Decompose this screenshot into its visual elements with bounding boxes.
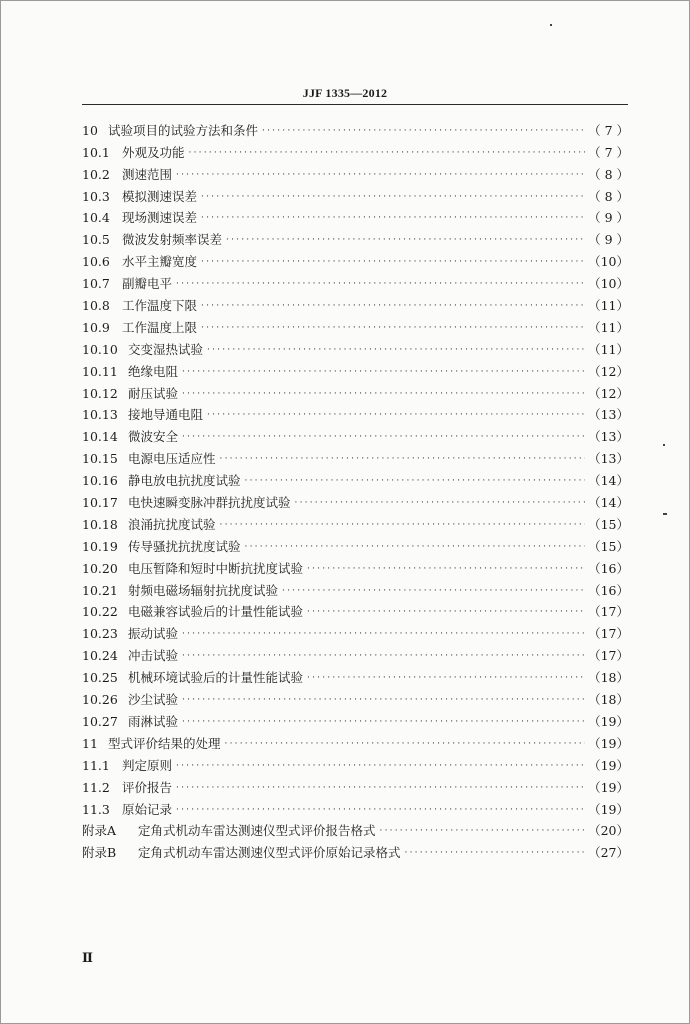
toc-entry-title: 外观及功能 xyxy=(122,144,185,160)
toc-entry xyxy=(82,117,629,139)
toc-entry-number: 11 xyxy=(82,735,98,751)
toc-leader-dots xyxy=(176,761,585,771)
scan-speck xyxy=(550,24,552,26)
toc-entry-page: （20） xyxy=(588,823,629,839)
toc-entry xyxy=(82,533,629,555)
toc-leader-dots xyxy=(380,826,586,836)
toc-entry xyxy=(82,205,629,227)
toc-entry-page: （ 9 ） xyxy=(588,210,629,226)
toc-entry-number: 10.10 xyxy=(82,341,118,357)
toc-entry xyxy=(82,248,629,270)
toc-entry-title: 副瓣电平 xyxy=(122,276,173,292)
toc-leader-dots xyxy=(201,213,585,223)
toc-entry xyxy=(82,270,629,292)
toc-entry xyxy=(82,161,629,183)
toc-entry-page: （10） xyxy=(588,276,629,292)
toc-entry xyxy=(82,292,629,314)
toc-entry-number: 11.3 xyxy=(82,801,110,817)
toc-entry-number: 10.3 xyxy=(82,188,110,204)
toc-entry-number: 10.5 xyxy=(82,232,110,248)
toc-entry-page: （13） xyxy=(588,451,629,467)
toc-entry-number: 10.8 xyxy=(82,298,110,314)
toc-leader-dots xyxy=(176,170,585,180)
toc-leader-dots xyxy=(207,410,585,420)
toc-entry-page: （17） xyxy=(588,648,629,664)
toc-entry-page: （13） xyxy=(588,407,629,423)
toc-entry-number: 10.21 xyxy=(82,582,118,598)
toc-entry-page: （16） xyxy=(588,560,629,576)
toc-entry-number: 10.17 xyxy=(82,495,118,511)
toc-entry-number: 10.24 xyxy=(82,648,118,664)
toc-entry-page: （19） xyxy=(588,779,629,795)
toc-entry-number: 10.1 xyxy=(82,144,110,160)
toc-entry-title: 型式评价结果的处理 xyxy=(108,735,221,751)
toc-entry-page: （11） xyxy=(588,341,629,357)
toc-entry-number: 10.2 xyxy=(82,166,110,182)
toc-entry-title: 试验项目的试验方法和条件 xyxy=(108,122,259,138)
scan-speck xyxy=(663,444,665,446)
toc-entry-title: 电磁兼容试验后的计量性能试验 xyxy=(128,604,304,620)
toc-entry-title: 绝缘电阻 xyxy=(128,363,179,379)
toc-entry xyxy=(82,358,629,380)
toc-entry-title: 电源电压适应性 xyxy=(128,451,216,467)
toc-entry-title: 交变湿热试验 xyxy=(128,341,204,357)
toc-leader-dots xyxy=(182,367,585,377)
toc-leader-dots xyxy=(182,432,585,442)
toc-entry-page: （13） xyxy=(588,429,629,445)
toc-entry-page: （14） xyxy=(588,473,629,489)
toc-leader-dots xyxy=(201,192,585,202)
toc-entry-page: （12） xyxy=(588,363,629,379)
toc-entry-title: 静电放电抗扰度试验 xyxy=(128,473,241,489)
toc-entry-title: 评价报告 xyxy=(122,779,173,795)
toc-entry-title: 电快速瞬变脉冲群抗扰度试验 xyxy=(128,495,291,511)
toc-entry xyxy=(82,686,629,708)
toc-entry xyxy=(82,642,629,664)
toc-entry-number: 10.12 xyxy=(82,385,118,401)
toc-entry-title: 沙尘试验 xyxy=(128,692,179,708)
toc-entry-page: （14） xyxy=(588,495,629,511)
toc-entry xyxy=(82,752,629,774)
toc-leader-dots xyxy=(226,235,585,245)
toc-leader-dots xyxy=(307,673,585,683)
toc-entry xyxy=(82,226,629,248)
toc-entry xyxy=(82,730,629,752)
toc-entry-page: （ 8 ） xyxy=(588,188,629,204)
toc-entry-title: 模拟测速误差 xyxy=(122,188,198,204)
table-of-contents xyxy=(82,117,629,861)
toc-entry-number: 11.1 xyxy=(82,757,110,773)
toc-entry-title: 雨淋试验 xyxy=(128,713,179,729)
toc-entry-page: （19） xyxy=(588,735,629,751)
toc-entry-page: （27） xyxy=(588,845,629,861)
toc-entry-title: 工作温度下限 xyxy=(122,298,198,314)
toc-entry xyxy=(82,796,629,818)
toc-leader-dots xyxy=(176,279,585,289)
toc-entry-title: 定角式机动车雷达测速仪型式评价报告格式 xyxy=(138,823,376,839)
toc-entry-page: （17） xyxy=(588,604,629,620)
toc-leader-dots xyxy=(176,783,585,793)
toc-leader-dots xyxy=(182,651,585,661)
toc-entry xyxy=(82,620,629,642)
toc-entry-title: 电压暂降和短时中断抗扰度试验 xyxy=(128,560,304,576)
toc-entry xyxy=(82,708,629,730)
toc-entry-number: 10.7 xyxy=(82,276,110,292)
toc-entry-number: 10.4 xyxy=(82,210,110,226)
toc-leader-dots xyxy=(405,848,586,858)
toc-entry-page: （11） xyxy=(588,298,629,314)
toc-entry-title: 微波安全 xyxy=(128,429,179,445)
toc-entry xyxy=(82,599,629,621)
toc-entry-title: 原始记录 xyxy=(122,801,173,817)
toc-leader-dots xyxy=(207,345,585,355)
toc-entry-page: （ 7 ） xyxy=(588,122,629,138)
toc-entry-title: 定角式机动车雷达测速仪型式评价原始记录格式 xyxy=(138,845,401,861)
toc-entry xyxy=(82,445,629,467)
toc-entry-page: （ 9 ） xyxy=(588,232,629,248)
toc-entry-page: （19） xyxy=(588,801,629,817)
toc-entry-page: （12） xyxy=(588,385,629,401)
toc-leader-dots xyxy=(201,301,585,311)
toc-entry-page: （16） xyxy=(588,582,629,598)
toc-entry-page: （ 8 ） xyxy=(588,166,629,182)
toc-entry xyxy=(82,402,629,424)
toc-entry-number: 10.25 xyxy=(82,670,118,686)
toc-entry-number: 11.2 xyxy=(82,779,110,795)
toc-entry-title: 振动试验 xyxy=(128,626,179,642)
toc-entry-number: 10.11 xyxy=(82,363,118,379)
toc-entry-number: 10.14 xyxy=(82,429,118,445)
toc-leader-dots xyxy=(262,126,585,136)
toc-entry-number: 10.15 xyxy=(82,451,118,467)
toc-entry-page: （10） xyxy=(588,254,629,270)
toc-entry-page: （18） xyxy=(588,692,629,708)
toc-entry-number: 10 xyxy=(82,122,98,138)
toc-entry-page: （ 7 ） xyxy=(588,144,629,160)
toc-entry-title: 判定原则 xyxy=(122,757,173,773)
toc-leader-dots xyxy=(189,148,586,158)
toc-leader-dots xyxy=(182,629,585,639)
toc-entry xyxy=(82,314,629,336)
toc-leader-dots xyxy=(182,717,585,727)
toc-leader-dots xyxy=(182,389,585,399)
toc-leader-dots xyxy=(225,739,586,749)
toc-entry-title: 冲击试验 xyxy=(128,648,179,664)
toc-entry-page: （19） xyxy=(588,713,629,729)
toc-leader-dots xyxy=(295,498,586,508)
toc-leader-dots xyxy=(245,476,586,486)
toc-entry xyxy=(82,839,629,861)
header-rule xyxy=(82,104,628,105)
running-header: JJF 1335—2012 xyxy=(302,86,388,100)
toc-entry xyxy=(82,380,629,402)
toc-leader-dots xyxy=(245,542,586,552)
toc-entry-number: 10.13 xyxy=(82,407,118,423)
toc-leader-dots xyxy=(201,257,585,267)
toc-entry-title: 微波发射频率误差 xyxy=(122,232,223,248)
toc-entry-number: 10.27 xyxy=(82,713,118,729)
toc-entry-number: 10.18 xyxy=(82,516,118,532)
toc-leader-dots xyxy=(176,805,585,815)
toc-entry-title: 射频电磁场辐射抗扰度试验 xyxy=(128,582,279,598)
toc-entry-page: （11） xyxy=(588,319,629,335)
toc-entry-title: 现场测速误差 xyxy=(122,210,198,226)
toc-entry xyxy=(82,664,629,686)
toc-entry xyxy=(82,577,629,599)
toc-leader-dots xyxy=(220,520,586,530)
toc-entry-number: 10.20 xyxy=(82,560,118,576)
toc-entry-page: （18） xyxy=(588,670,629,686)
toc-leader-dots xyxy=(282,586,585,596)
toc-leader-dots xyxy=(201,323,585,333)
toc-entry xyxy=(82,774,629,796)
toc-entry-number: 10.16 xyxy=(82,473,118,489)
toc-entry-page: （19） xyxy=(588,757,629,773)
toc-entry xyxy=(82,489,629,511)
toc-entry xyxy=(82,139,629,161)
toc-entry-number: 10.19 xyxy=(82,538,118,554)
toc-entry-title: 测速范围 xyxy=(122,166,173,182)
toc-entry-page: （15） xyxy=(588,538,629,554)
toc-entry xyxy=(82,818,629,840)
toc-leader-dots xyxy=(307,607,585,617)
toc-entry xyxy=(82,183,629,205)
scan-speck xyxy=(663,513,667,515)
toc-entry xyxy=(82,511,629,533)
toc-entry-number: 10.26 xyxy=(82,692,118,708)
toc-entry xyxy=(82,336,629,358)
toc-entry-title: 水平主瓣宽度 xyxy=(122,254,198,270)
toc-entry-number: 10.22 xyxy=(82,604,118,620)
toc-entry-title: 接地导通电阻 xyxy=(128,407,204,423)
toc-entry-number: 10.6 xyxy=(82,254,110,270)
toc-entry-title: 工作温度上限 xyxy=(122,319,198,335)
page-number: Ⅱ xyxy=(82,950,93,965)
toc-entry xyxy=(82,467,629,489)
toc-entry xyxy=(82,555,629,577)
toc-entry-title: 耐压试验 xyxy=(128,385,179,401)
toc-entry-number: 附录A xyxy=(82,823,117,839)
toc-entry-number: 10.23 xyxy=(82,626,118,642)
toc-leader-dots xyxy=(182,695,585,705)
toc-leader-dots xyxy=(307,564,585,574)
toc-leader-dots xyxy=(220,454,586,464)
toc-entry-title: 浪涌抗扰度试验 xyxy=(128,516,216,532)
toc-entry-page: （17） xyxy=(588,626,629,642)
toc-entry-number: 附录B xyxy=(82,845,117,861)
toc-entry-page: （15） xyxy=(588,516,629,532)
toc-entry-title: 机械环境试验后的计量性能试验 xyxy=(128,670,304,686)
toc-entry xyxy=(82,423,629,445)
toc-entry-title: 传导骚扰抗扰度试验 xyxy=(128,538,241,554)
toc-entry-number: 10.9 xyxy=(82,319,110,335)
